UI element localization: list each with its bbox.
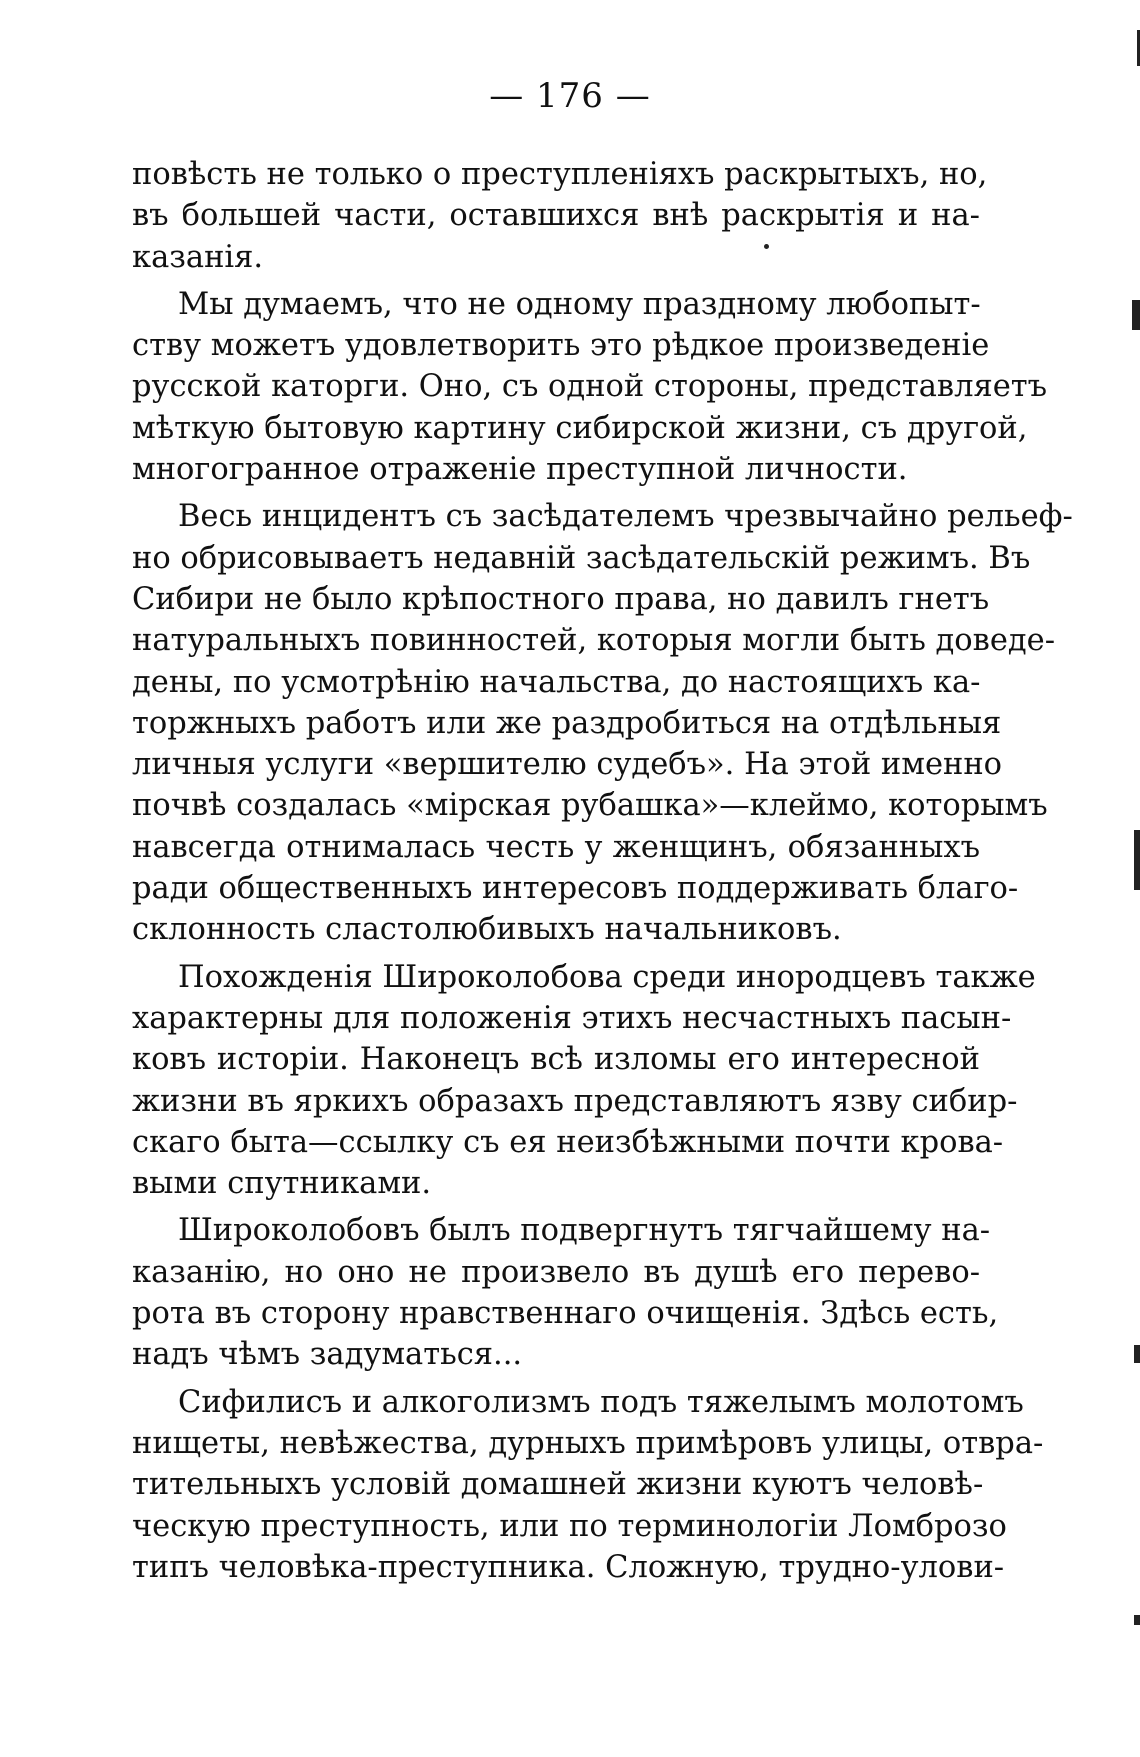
text-line: мѣткую бытовую картину сибирской жизни, съ другой, bbox=[132, 410, 1028, 446]
text-line: въ большей части, оставшихся внѣ раскрытія и на- bbox=[132, 198, 980, 234]
paragraph bbox=[132, 1382, 1044, 1588]
text-line: навсегда отнималась честь у женщинъ, обязанныхъ bbox=[132, 829, 980, 865]
paragraph bbox=[132, 284, 1048, 490]
text-line: казанію, но оно не произвело въ душѣ его перево- bbox=[132, 1254, 980, 1290]
text-line: ради общественныхъ интересовъ поддерживать благо- bbox=[132, 871, 1019, 907]
text-line: повѣсть не только о преступленіяхъ раскрытыхъ, но, bbox=[132, 157, 988, 192]
page-number: — 176 — bbox=[489, 76, 651, 116]
text-line: Похожденія Широколобова среди инородцевъ также bbox=[178, 959, 1036, 995]
text-line: характерны для положенія этихъ несчастныхъ пасын- bbox=[132, 1000, 1012, 1036]
text-line: ковъ исторіи. Наконецъ всѣ изломы его интересной bbox=[132, 1042, 980, 1078]
paragraph bbox=[132, 957, 1036, 1205]
paragraph bbox=[132, 496, 1073, 950]
text-line: торжныхъ работъ или же раздробиться на отдѣльныя bbox=[132, 705, 1002, 741]
scan-edge-mark bbox=[1134, 830, 1140, 890]
text-line: надъ чѣмъ задуматься... bbox=[132, 1337, 523, 1373]
paragraph bbox=[132, 154, 988, 278]
text-line: почвѣ создалась «мірская рубашка»—клеймо, которымъ bbox=[132, 788, 1048, 824]
text-line: рота въ сторону нравственнаго очищенія. Здѣсь есть, bbox=[132, 1296, 999, 1332]
text-line: ческую преступность, или по терминологіи Ломброзо bbox=[132, 1508, 1007, 1544]
text-line: скаго быта—ссылку съ ея неизбѣжными почти крова- bbox=[132, 1124, 1004, 1160]
text-line: многогранное отраженіе преступной личности. bbox=[132, 452, 908, 488]
scan-edge-mark bbox=[1134, 1345, 1140, 1363]
text-line: личныя услуги «вершителю судебъ». На этой именно bbox=[132, 747, 1003, 783]
text-line: Широколобовъ былъ подвергнутъ тягчайшему на- bbox=[178, 1213, 991, 1249]
text-line: но обрисовываетъ недавній засѣдательскій режимъ. Въ bbox=[132, 540, 1031, 576]
paragraph bbox=[132, 1210, 999, 1375]
text-line: склонность сластолюбивыхъ начальниковъ. bbox=[132, 912, 842, 948]
text-line: Мы думаемъ, что не одному праздному любопыт- bbox=[178, 286, 981, 322]
text-line: русской каторги. Оно, съ одной стороны, представляетъ bbox=[132, 369, 1048, 405]
text-line: типъ человѣка-преступника. Сложную, трудно-улови- bbox=[132, 1549, 1005, 1585]
body-text bbox=[132, 154, 1073, 1594]
scan-edge-mark bbox=[1134, 1615, 1140, 1625]
text-line: тительныхъ условій домашней жизни куютъ человѣ- bbox=[132, 1467, 984, 1503]
text-line: нищеты, невѣжества, дурныхъ примѣровъ улицы, отвра- bbox=[132, 1425, 1044, 1461]
scan-speck bbox=[764, 244, 769, 249]
text-line: выми спутниками. bbox=[132, 1166, 432, 1202]
text-line: Весь инцидентъ съ засѣдателемъ чрезвычайно рельеф- bbox=[178, 499, 1073, 535]
text-line: ству можетъ удовлетворить это рѣдкое произведеніе bbox=[132, 328, 990, 364]
text-line: натуральныхъ повинностей, которыя могли быть доведе- bbox=[132, 623, 1056, 659]
text-line: дены, по усмотрѣнію начальства, до настоящихъ ка- bbox=[132, 664, 981, 700]
text-line: Сибири не было крѣпостного права, но давилъ гнетъ bbox=[132, 581, 990, 617]
text-line: жизни въ яркихъ образахъ представляютъ язву сибир- bbox=[132, 1083, 1018, 1119]
text-line: казанія. bbox=[132, 239, 264, 275]
text-line: Сифилисъ и алкоголизмъ подъ тяжелымъ молотомъ bbox=[178, 1384, 1024, 1420]
scan-edge-mark bbox=[1132, 300, 1140, 330]
